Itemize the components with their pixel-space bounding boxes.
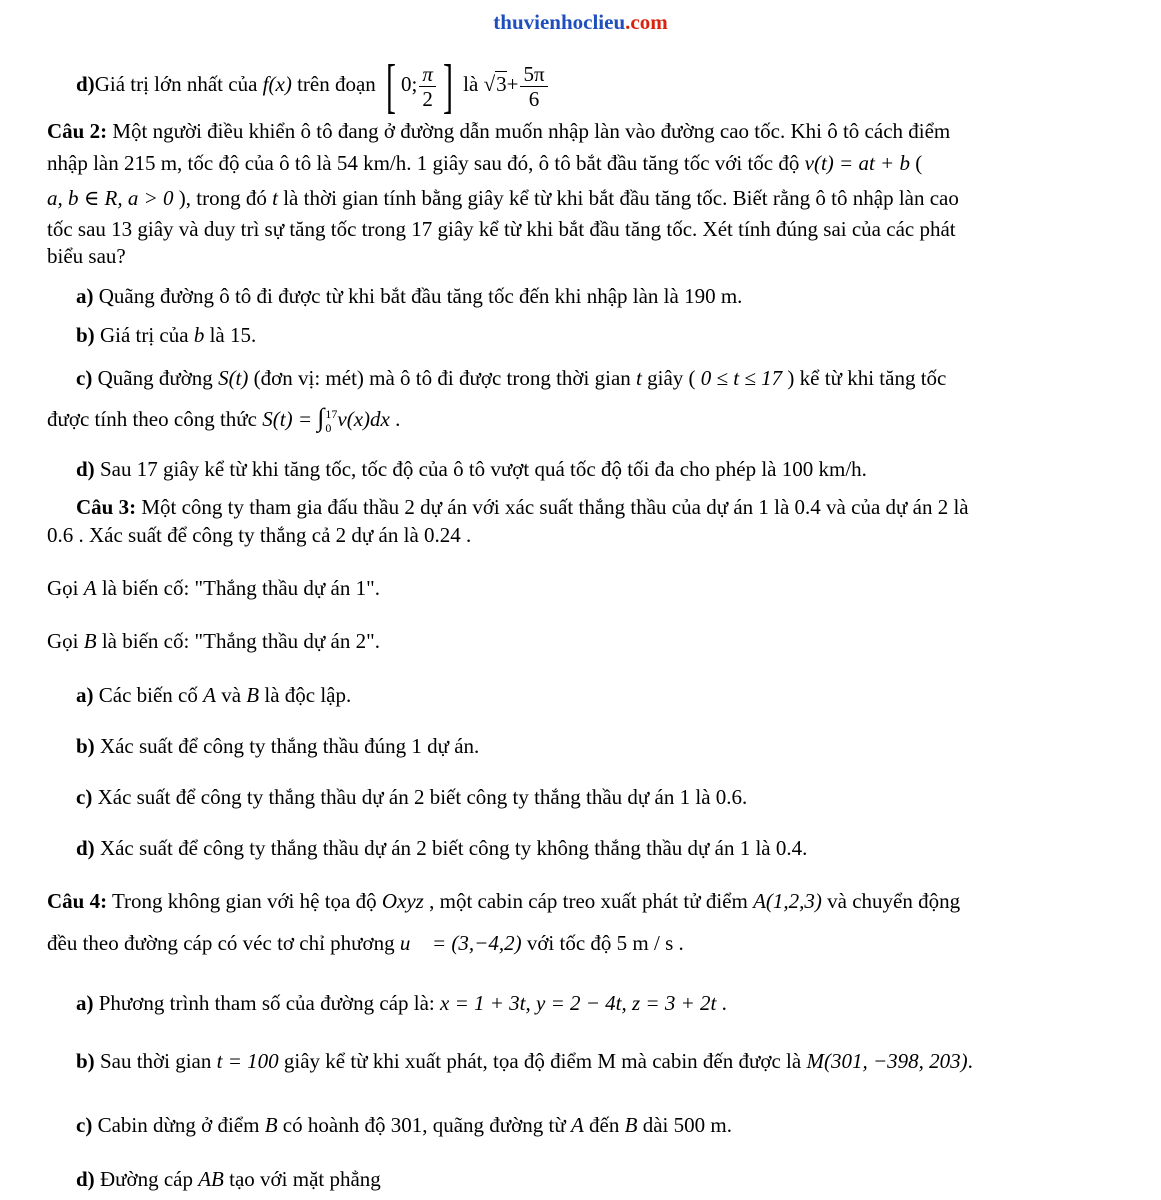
q3-line2: 0.6 . Xác suất để công ty thắng cả 2 dự án là 0.24 .	[47, 523, 472, 547]
q4-option-b: b) Sau thời gian t = 100 giây kể từ khi xuất phát, tọa độ điểm M mà cabin đến được là M(301, −398, 203).	[76, 1049, 973, 1073]
q3-line1: Câu 3: Một công ty tham gia đấu thầu 2 dự án với xác suất thắng thầu của dự án 1 là 0.4 và của dự án 2 là	[76, 495, 969, 519]
q3-def-b: Gọi B là biến cố: "Thắng thầu dự án 2".	[47, 629, 380, 653]
q3-def-a: Gọi A là biến cố: "Thắng thầu dự án 1".	[47, 576, 380, 600]
q3-option-b: b) Xác suất để công ty thắng thầu đúng 1 dự án.	[76, 734, 480, 758]
q2-line4: tốc sau 13 giây và duy trì sự tăng tốc trong 17 giây kể từ khi bắt đầu tăng tốc. Xét tính đúng sai của các phát	[47, 217, 956, 241]
q2-option-d: d) Sau 17 giây kể từ khi tăng tốc, tốc độ của ô tô vượt quá tốc độ tối đa cho phép là 100 km/h.	[76, 457, 867, 481]
q3-option-a: a) Các biến cố A và B là độc lập.	[76, 683, 352, 707]
q4-line2: đều theo đường cáp có véc tơ chỉ phương u⃗ = (3,−4,2) với tốc độ 5 m / s .	[47, 931, 684, 955]
q4-line1: Câu 4: Trong không gian với hệ tọa độ Oxyz , một cabin cáp treo xuất phát tử điểm A(1,2,3) và chuyển động	[47, 889, 961, 913]
q2-option-c: c) Quãng đường S(t) (đơn vị: mét) mà ô tô đi được trong thời gian t giây ( 0 ≤ t ≤ 17 ) kể từ khi tăng tốc	[76, 366, 947, 390]
q3-option-c: c) Xác suất để công ty thắng thầu dự án 2 biết công ty thắng thầu dự án 1 là 0.6.	[76, 785, 748, 809]
q4-option-c: c) Cabin dừng ở điểm B có hoành độ 301, quãng đường từ A đến B dài 500 m.	[76, 1113, 732, 1137]
q2-option-c-formula: được tính theo công thức S(t) = ∫ 17 0 v(x)dx .	[47, 403, 401, 436]
q1-option-d: d)Giá trị lớn nhất của f(x) trên đoạn [ 0; $\frac{\pi}{2}$ ] là √3+ $\frac{5\pi}{6}$	[76, 56, 550, 116]
q4-option-a: a) Phương trình tham số của đường cáp là: x = 1 + 3t, y = 2 − 4t, z = 3 + 2t .	[76, 991, 727, 1015]
watermark: thuvienhoclieu.com	[493, 10, 668, 34]
q2-line1: Câu 2: Một người điều khiển ô tô đang ở đường dẫn muốn nhập làn vào đường cao tốc. Khi ô tô cách điểm	[47, 119, 951, 143]
q2-option-b: b) Giá trị của b là 15.	[76, 323, 257, 347]
q4-option-d: d) Đường cáp AB tạo với mặt phẳng	[76, 1167, 381, 1191]
q3-option-d: d) Xác suất để công ty thắng thầu dự án 2 biết công ty không thắng thầu dự án 1 là 0.4.	[76, 836, 808, 860]
q2-line2: nhập làn 215 m, tốc độ của ô tô là 54 km/h. 1 giây sau đó, ô tô bắt đầu tăng tốc với tốc độ v(t) = at + b (	[47, 151, 923, 175]
q2-option-a: a) Quãng đường ô tô đi được từ khi bắt đầu tăng tốc đến khi nhập làn là 190 m.	[76, 284, 743, 308]
q2-line5: biểu sau?	[47, 244, 126, 268]
q2-line3: a, b ∈ R, a > 0 ), trong đó t là thời gian tính bằng giây kể từ khi bắt đầu tăng tốc. Biết rằng ô tô nhập làn cao	[47, 186, 959, 210]
